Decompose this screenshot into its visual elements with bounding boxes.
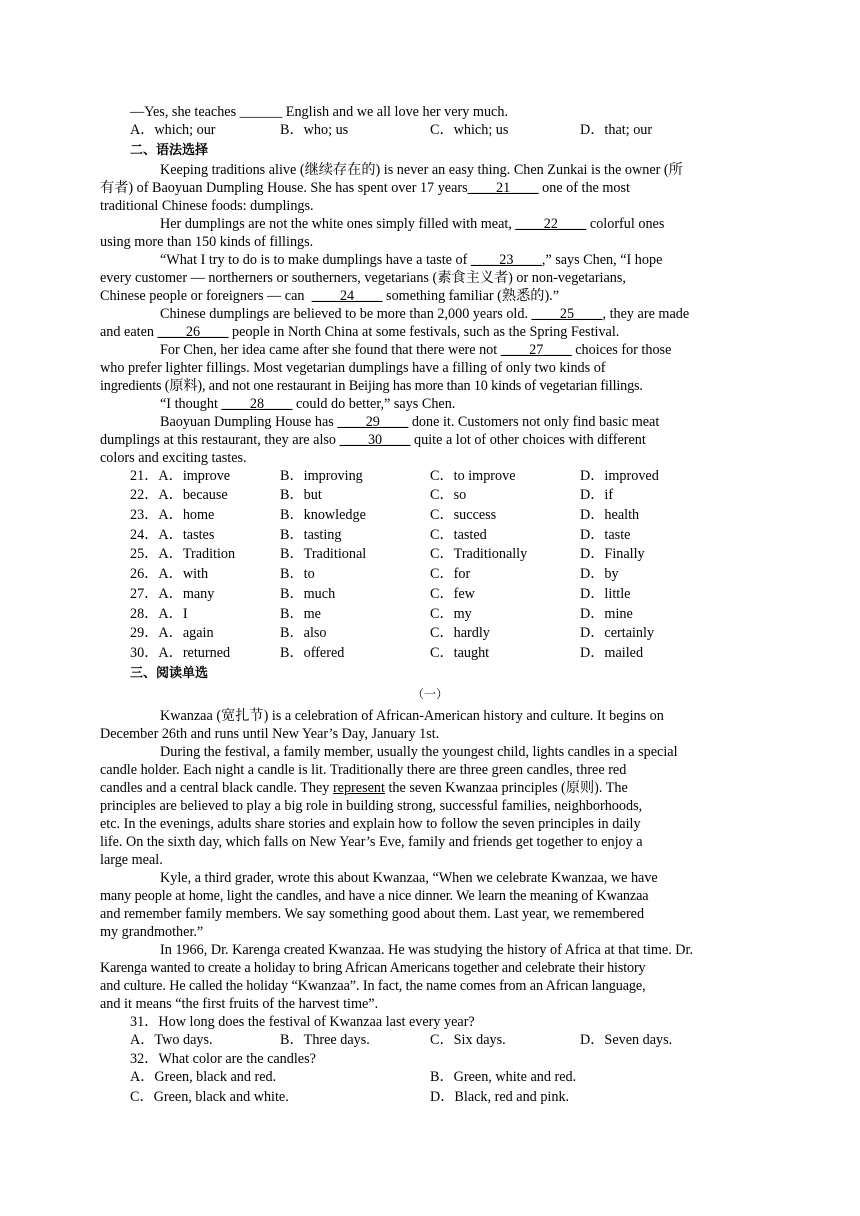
passage-text: and culture. He called the holiday “Kwanzaa”. In fact, the name comes from an African language, xyxy=(100,977,646,994)
option-text: D．Finally xyxy=(580,546,645,563)
option-text: B．improving xyxy=(280,467,363,484)
option-text: C．hardly xyxy=(430,625,490,642)
passage-text: ingredients (原料), and not one restaurant in Beijing has more than 10 kinds of vegetarian fillings. xyxy=(100,377,643,394)
option-b[interactable]: B．Three days. xyxy=(280,1031,370,1048)
option-b[interactable] xyxy=(280,624,430,644)
passage-paragraph xyxy=(100,251,730,305)
option-a[interactable] xyxy=(130,486,280,506)
passage-text: people in North China at some festivals, such as the Spring Festival. xyxy=(228,323,620,340)
blank-22[interactable]: ____22____ xyxy=(515,215,587,232)
option-b[interactable]: B．who; us xyxy=(280,122,349,138)
option-text: D．little xyxy=(580,585,631,602)
option-text: B．much xyxy=(280,585,336,602)
option-text: D．mine xyxy=(580,605,633,622)
passage-text: quite a lot of other choices with different xyxy=(410,431,646,448)
option-b[interactable]: B．Green, white and red. xyxy=(430,1069,577,1086)
passage-paragraph xyxy=(100,341,730,395)
option-a[interactable] xyxy=(130,585,280,605)
option-c[interactable] xyxy=(430,565,580,585)
option-text: D．improved xyxy=(580,467,659,484)
option-a[interactable] xyxy=(130,624,280,644)
option-text: A．tastes xyxy=(158,526,215,543)
option-text: C．so xyxy=(430,487,467,504)
passage-text: and eaten xyxy=(100,323,158,340)
option-text: A．I xyxy=(158,605,188,622)
passage-text: Karenga wanted to create a holiday to bring African Americans together and celebrate their history xyxy=(100,959,646,976)
option-d[interactable] xyxy=(580,467,730,487)
option-text: A．because xyxy=(158,487,228,504)
passage-text: Chinese people or foreigners — can xyxy=(100,287,312,304)
option-text: D．taste xyxy=(580,526,631,543)
option-text: C．taught xyxy=(430,644,490,661)
passage-text: Kyle, a third grader, wrote this about Kwanzaa, “When we celebrate Kwanzaa, we have xyxy=(160,869,658,886)
option-c[interactable]: C．Green, black and white. xyxy=(130,1088,289,1105)
blank-25[interactable]: ____25____ xyxy=(531,305,603,322)
passage-text: Kwanzaa (宽扎节) is a celebration of African-American history and culture. It begins on xyxy=(160,707,664,724)
option-text: B．also xyxy=(280,625,327,642)
question-number: 29． xyxy=(130,625,159,642)
option-d[interactable] xyxy=(580,644,730,664)
passage-text: colorful ones xyxy=(586,215,665,232)
option-a[interactable]: A．Green, black and red. xyxy=(130,1069,277,1086)
option-c[interactable] xyxy=(430,467,580,487)
passage-text: In 1966, Dr. Karenga created Kwanzaa. He was studying the history of Africa at that time. Dr. xyxy=(160,941,694,958)
question-row xyxy=(130,526,730,546)
option-text: A．home xyxy=(158,507,215,524)
passage-text: dumplings at this restaurant, they are also xyxy=(100,431,340,448)
option-a[interactable] xyxy=(130,605,280,625)
option-d[interactable]: D．Seven days. xyxy=(580,1031,673,1048)
option-text: B．me xyxy=(280,605,321,622)
passage-text: who prefer lighter fillings. Most vegetarian dumplings have a filling of only two kinds of xyxy=(100,359,606,376)
blank-24[interactable]: ____24____ xyxy=(311,287,383,304)
option-text: B．offered xyxy=(280,644,345,661)
question-number: 23． xyxy=(130,507,159,524)
passage-text: traditional Chinese foods: dumplings. xyxy=(100,197,314,214)
option-b[interactable] xyxy=(280,467,430,487)
option-a[interactable] xyxy=(130,526,280,546)
option-d[interactable]: D．Black, red and pink. xyxy=(430,1088,570,1105)
passage-text: Her dumplings are not the white ones simply filled with meat, xyxy=(160,215,516,232)
question-32-stem: 32．What color are the candles? xyxy=(130,1051,316,1068)
option-c[interactable] xyxy=(430,545,580,565)
passage-text: and it means “the first fruits of the harvest time”. xyxy=(100,995,379,1012)
question-number: 26． xyxy=(130,566,159,583)
options-grid xyxy=(130,1068,730,1107)
option-text: A．returned xyxy=(158,644,231,661)
option-text: C．my xyxy=(430,605,472,622)
options-table xyxy=(130,467,730,664)
passage-text: could do better,” says Chen. xyxy=(292,395,456,412)
option-b[interactable] xyxy=(280,545,430,565)
option-a[interactable] xyxy=(130,506,280,526)
reading-paragraph xyxy=(100,869,730,941)
passage-paragraph xyxy=(100,215,730,251)
passage-text: During the festival, a family member, usually the youngest child, lights candles in a special xyxy=(160,743,678,760)
option-b[interactable] xyxy=(280,605,430,625)
passage-paragraph xyxy=(100,305,730,341)
reading-paragraph xyxy=(100,941,730,1013)
option-text: D．mailed xyxy=(580,644,644,661)
passage-text: ,” says Chen, “I hope xyxy=(541,251,663,268)
option-text: B．knowledge xyxy=(280,507,366,524)
option-b[interactable] xyxy=(280,565,430,585)
passage-text: life. On the sixth day, which falls on New Year’s Eve, family and friends get together to enjoy a xyxy=(100,833,643,850)
passage-text: 有者) of Baoyuan Dumpling House. She has spent over 17 years xyxy=(100,179,468,196)
passage-text: Baoyuan Dumpling House has xyxy=(160,413,338,430)
question-31-stem: 31．How long does the festival of Kwanzaa last every year? xyxy=(130,1013,475,1030)
option-d[interactable] xyxy=(580,486,730,506)
passage-text: the seven Kwanzaa principles (原则). The xyxy=(384,779,628,796)
passage-text: Keeping traditions alive (继续存在的) is never an easy thing. Chen Zunkai is the owner (所 xyxy=(160,161,683,178)
option-text: D．certainly xyxy=(580,625,655,642)
passage-text: using more than 150 kinds of fillings. xyxy=(100,233,314,250)
question-row xyxy=(130,467,730,487)
option-text: D．if xyxy=(580,487,614,504)
option-d[interactable] xyxy=(580,545,730,565)
option-text: C．Traditionally xyxy=(430,546,528,563)
blank-29[interactable]: ____29____ xyxy=(337,413,409,430)
question-row xyxy=(130,506,730,526)
option-c[interactable] xyxy=(430,605,580,625)
options-row xyxy=(130,1031,730,1051)
option-c[interactable] xyxy=(430,644,580,664)
question-row xyxy=(130,605,730,625)
question-stem: —Yes, she teaches ______ English and we all love her very much. xyxy=(130,104,508,120)
option-text: B．tasting xyxy=(280,526,342,543)
option-a[interactable] xyxy=(130,565,280,585)
passage-text: and remember family members. We say something good about them. Last year, we remembered xyxy=(100,905,645,922)
option-d[interactable] xyxy=(580,624,730,644)
passage-number: （一） xyxy=(411,686,448,701)
question-row xyxy=(130,585,730,605)
option-a[interactable]: A．which; our xyxy=(130,122,216,138)
option-d[interactable] xyxy=(580,605,730,625)
option-b[interactable] xyxy=(280,644,430,664)
option-text: B．Traditional xyxy=(280,546,367,563)
option-text: A．improve xyxy=(158,467,231,484)
passage-text: For Chen, her idea came after she found that there were not xyxy=(160,341,501,358)
option-text: C．for xyxy=(430,566,471,583)
option-text: B．but xyxy=(280,487,322,504)
option-c[interactable] xyxy=(430,624,580,644)
question-number: 22． xyxy=(130,487,159,504)
blank-21[interactable]: ____21____ xyxy=(467,179,539,196)
option-c[interactable] xyxy=(430,506,580,526)
question-number: 21． xyxy=(130,467,159,484)
passage-paragraph xyxy=(100,161,730,215)
question-number: 24． xyxy=(130,526,159,543)
passage-text: December 26th and runs until New Year’s Day, January 1st. xyxy=(100,725,440,742)
question-row xyxy=(130,565,730,585)
option-d[interactable] xyxy=(580,506,730,526)
passage-paragraph xyxy=(100,413,730,467)
options-row xyxy=(130,121,730,141)
question-row xyxy=(130,486,730,506)
option-d[interactable] xyxy=(580,585,730,605)
passage-text: Chinese dumplings are believed to be more than 2,000 years old. xyxy=(160,305,532,322)
passage-paragraph xyxy=(130,395,730,413)
passage-text: candles and a central black candle. They xyxy=(100,779,333,796)
passage-text: done it. Customers not only find basic meat xyxy=(408,413,660,430)
option-text: B．to xyxy=(280,566,315,583)
option-text: A．with xyxy=(158,566,209,583)
option-text: C．success xyxy=(430,507,497,524)
option-b[interactable] xyxy=(280,486,430,506)
passage-text: , they are made xyxy=(602,305,690,322)
passage-text: large meal. xyxy=(100,851,163,868)
option-text: C．few xyxy=(430,585,475,602)
question-row xyxy=(130,644,730,664)
option-text: D．by xyxy=(580,566,619,583)
option-d[interactable] xyxy=(580,526,730,546)
option-a[interactable]: A．Two days. xyxy=(130,1031,213,1048)
option-text: C．tasted xyxy=(430,526,487,543)
option-text: A．again xyxy=(158,625,214,642)
blank-23[interactable]: ____23____ xyxy=(470,251,542,268)
question-number: 25． xyxy=(130,546,159,563)
option-text: D．health xyxy=(580,507,640,524)
option-text: A．many xyxy=(158,585,215,602)
passage-text: one of the most xyxy=(538,179,630,196)
passage-text: every customer — northerners or southerners, vegetarians (素食主义者) or non-vegetarians, xyxy=(100,269,626,286)
blank-30[interactable]: ____30____ xyxy=(339,431,411,448)
passage-text: choices for those xyxy=(571,341,672,358)
passage-text: colors and exciting tastes. xyxy=(100,449,247,466)
option-b[interactable] xyxy=(280,506,430,526)
option-b[interactable] xyxy=(280,526,430,546)
blank-26[interactable]: ____26____ xyxy=(157,323,229,340)
passage-text: many people at home, light the candles, and have a nice dinner. We learn the meaning of Kwanzaa xyxy=(100,887,649,904)
passage-text: “I thought xyxy=(160,395,222,412)
question-row xyxy=(130,545,730,565)
section-heading: 三、阅读单选 xyxy=(130,665,209,681)
passage-text: “What I try to do is to make dumplings have a taste of xyxy=(160,251,471,268)
question-row xyxy=(130,624,730,644)
option-text: A．Tradition xyxy=(158,546,236,563)
blank-27[interactable]: ____27____ xyxy=(500,341,572,358)
passage-text: something familiar (熟悉的).” xyxy=(382,287,560,304)
passage-text: principles are believed to play a big role in building strong, successful families, neighborhoods, xyxy=(100,797,643,814)
option-a[interactable] xyxy=(130,545,280,565)
underlined-word: represent xyxy=(332,779,385,796)
option-d[interactable]: D．that; our xyxy=(580,122,653,138)
question-number: 27． xyxy=(130,585,159,602)
option-c[interactable] xyxy=(430,486,580,506)
document-page xyxy=(100,103,730,1108)
option-c[interactable]: C．which; us xyxy=(430,122,509,138)
option-c[interactable] xyxy=(430,585,580,605)
option-text: C．to improve xyxy=(430,467,516,484)
reading-paragraph xyxy=(100,743,730,869)
option-b[interactable] xyxy=(280,585,430,605)
question-number: 30． xyxy=(130,644,159,661)
option-d[interactable] xyxy=(580,565,730,585)
reading-paragraph xyxy=(100,707,730,743)
passage-text: etc. In the evenings, adults share stories and explain how to follow the seven principles in daily xyxy=(100,815,641,832)
option-a[interactable] xyxy=(130,467,280,487)
blank-28[interactable]: ____28____ xyxy=(221,395,293,412)
option-c[interactable]: C．Six days. xyxy=(430,1031,506,1048)
option-a[interactable] xyxy=(130,644,280,664)
passage-text: my grandmother.” xyxy=(100,923,204,940)
option-c[interactable] xyxy=(430,526,580,546)
passage-text: candle holder. Each night a candle is lit. Traditionally there are three green candles, three red xyxy=(100,761,627,778)
question-number: 28． xyxy=(130,605,159,622)
section-heading: 二、语法选择 xyxy=(130,142,209,158)
